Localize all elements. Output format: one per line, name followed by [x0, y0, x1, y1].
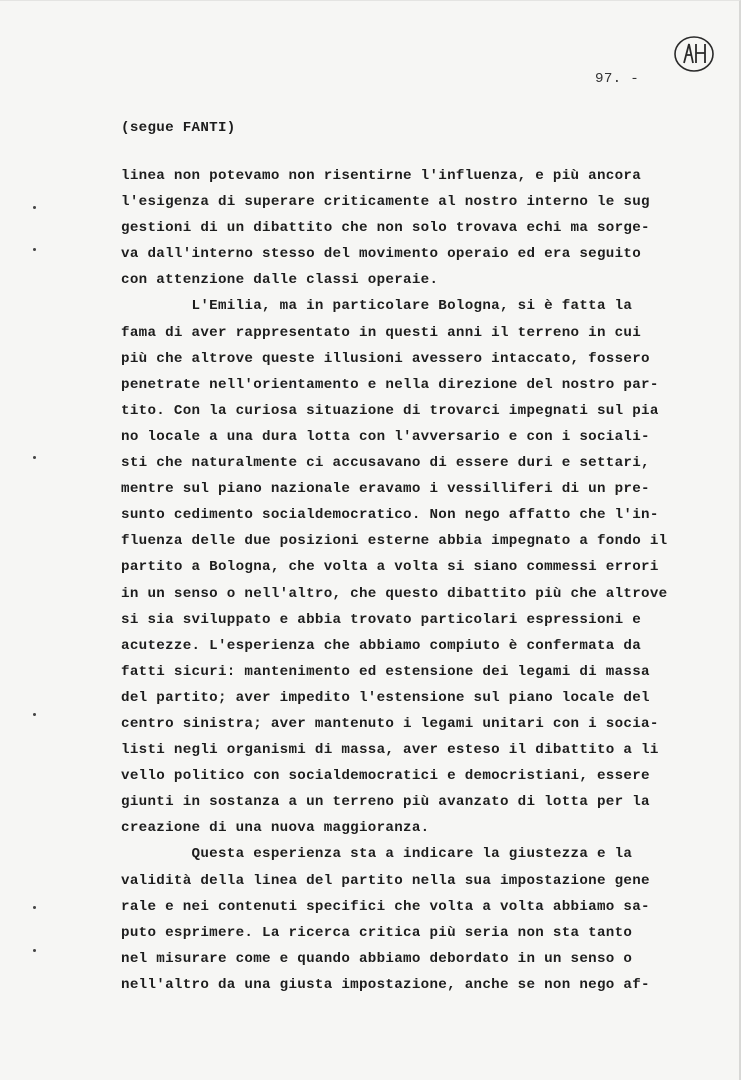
- punch-mark: [33, 456, 36, 459]
- section-label: (segue FANTI): [121, 120, 236, 136]
- text-line: creazione di una nuova maggioranza.: [121, 820, 430, 837]
- text-line: penetrate nell'orientamento e nella direzione del nostro par-: [121, 376, 659, 393]
- text-line: validità della linea del partito nella sua impostazione gene: [121, 872, 650, 889]
- text-line: nel misurare come e quando abbiamo debordato in un senso o: [121, 950, 633, 967]
- text-line: centro sinistra; aver mantenuto i legami unitari con i socia-: [121, 715, 659, 732]
- text-line: puto esprimere. La ricerca critica più seria non sta tanto: [121, 924, 633, 941]
- text-line: vello politico con socialdemocratici e democristiani, essere: [121, 768, 650, 785]
- text-line: in un senso o nell'altro, che questo dibattito più che altrove: [121, 585, 668, 602]
- punch-mark: [33, 906, 36, 909]
- page-number: 97. -: [595, 71, 640, 87]
- text-line: linea non potevamo non risentirne l'influenza, e più ancora: [121, 168, 642, 184]
- text-line: con attenzione dalle classi operaie.: [121, 272, 439, 289]
- text-line: fluenza delle due posizioni esterne abbia impegnato a fondo il: [121, 533, 668, 550]
- archive-stamp-icon: [672, 33, 716, 75]
- text-line: giunti in sostanza a un terreno più avanzato di lotta per la: [121, 794, 650, 811]
- text-line: sti che naturalmente ci accusavano di essere duri e settari,: [121, 455, 650, 472]
- text-line: partito a Bologna, che volta a volta si siano commessi errori: [121, 559, 659, 576]
- text-line: listi negli organismi di massa, aver esteso il dibattito a li: [121, 742, 659, 759]
- punch-mark: [33, 713, 36, 716]
- body-text: [121, 163, 681, 998]
- punch-mark: [33, 248, 36, 251]
- text-line: del partito; aver impedito l'estensione sul piano locale del: [121, 689, 650, 706]
- text-line: Questa esperienza sta a indicare la giustezza e la: [121, 846, 633, 863]
- text-line: l'esigenza di superare criticamente al nostro interno le sug: [121, 194, 650, 211]
- text-line: tito. Con la curiosa situazione di trovarci impegnati sul pia: [121, 402, 659, 419]
- text-line: gestioni di un dibattito che non solo trovava echi ma sorge-: [121, 220, 650, 237]
- text-line: più che altrove queste illusioni avessero intaccato, fossero: [121, 350, 650, 367]
- text-line: va dall'interno stesso del movimento operaio ed era seguito: [121, 246, 642, 263]
- text-line: fama di aver rappresentato in questi anni il terreno in cui: [121, 324, 642, 341]
- punch-mark: [33, 949, 36, 952]
- text-line: acutezze. L'esperienza che abbiamo compiuto è confermata da: [121, 637, 642, 654]
- text-line: sunto cedimento socialdemocratico. Non nego affatto che l'in-: [121, 507, 659, 524]
- text-line: rale e nei contenuti specifici che volta a volta abbiamo sa-: [121, 898, 650, 915]
- text-line: L'Emilia, ma in particolare Bologna, si è fatta la: [121, 298, 633, 315]
- text-line: si sia sviluppato e abbia trovato particolari espressioni e: [121, 611, 642, 628]
- text-line: fatti sicuri: mantenimento ed estensione dei legami di massa: [121, 663, 650, 680]
- text-line: mentre sul piano nazionale eravamo i vessilliferi di un pre-: [121, 481, 650, 498]
- text-line: no locale a una dura lotta con l'avversario e con i sociali-: [121, 428, 650, 445]
- punch-mark: [33, 206, 36, 209]
- text-line: nell'altro da una giusta impostazione, anche se non nego af-: [121, 976, 650, 993]
